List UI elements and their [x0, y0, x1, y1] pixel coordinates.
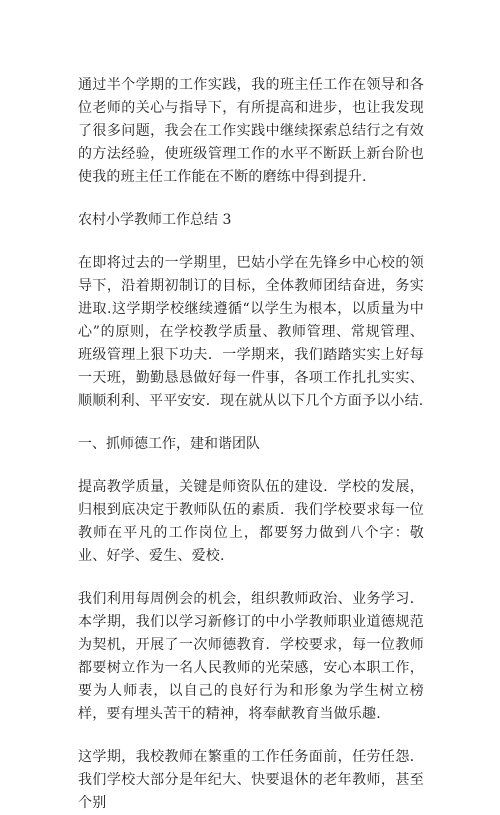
- document-content: [78, 74, 424, 815]
- paragraph-1: 通过半个学期的工作实践，我的班主任工作在领导和各位老师的关心与指导下，有所提高和进步，也让我发现了很多问题，我会在工作实践中继续探索总结行之有效的方法经验，使班级管理工作的水平不断跃上新台阶也使我的班主任工作能在不断的磨练中得到提升.: [78, 77, 424, 185]
- paragraph-5: 这学期，我校教师在繁重的工作任务面前，任劳任怨．我们学校大部分是年纪大、快要退休的老年教师，甚至个别: [78, 749, 424, 811]
- document-title: 农村小学教师工作总结 3: [78, 212, 232, 228]
- section-heading: 一、抓师德工作，建和谐团队: [78, 436, 260, 452]
- paragraph-2: 在即将过去的一学期里，巴姑小学在先锋乡中心校的领导下，沿着期初制订的目标，全体教师团结奋进，务实进取.这学期学校继续遵循“以学生为根本，以质量为中心”的原则，在学校教学质量、教师管理、常规管理、班级管理上狠下功夫．一学期来，我们踏踏实实上好每一天班，勤勤恳恳做好每一件事，各项工作扎扎实实、顺顺利利、平平安安．现在就从以下几个方面予以小结.: [78, 255, 424, 409]
- paragraph-3: 提高教学质量，关键是师资队伍的建设．学校的发展，归根到底决定于教师队伍的素质．我们学校要求每一位教师在平凡的工作岗位上，都要努力做到八个字：敬业、好学、爱生、爱校.: [78, 479, 424, 564]
- paragraph-4: 我们利用每周例会的机会，组织教师政治、业务学习．本学期，我们以学习新修订的中小学教师职业道德规范为契机，开展了一次师德教育．学校要求，每一位教师都要树立作为一名人民教师的光荣感，安心本职工作，要为人师表，以自己的良好行为和形象为学生树立榜样，要有埋头苦干的精神，将奉献教育当做乐趣.: [78, 591, 424, 722]
